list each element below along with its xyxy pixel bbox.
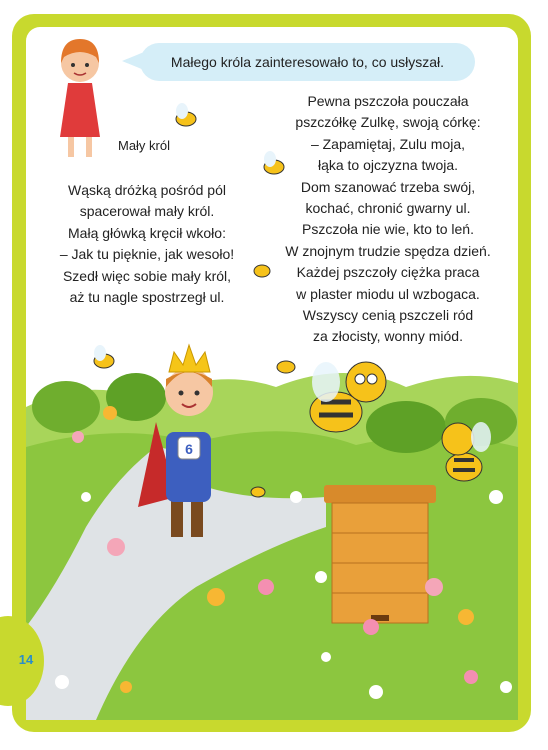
flying-bee: [254, 265, 270, 277]
poem-line: w plaster miodu ul wzbogaca.: [296, 285, 480, 302]
poem-line: Wszyscy cenią pszczeli ród: [302, 307, 474, 324]
speech-bubble: Małego króla zainteresowało to, co usłyszał.: [140, 43, 475, 81]
poem-line: za złocisty, wonny miód.: [313, 328, 463, 345]
poem-line: Każdej pszczoły ciężka praca: [296, 264, 480, 281]
flying-bee: [277, 361, 295, 373]
page-number: 14: [18, 652, 34, 667]
poem-line: kochać, chronić gwarny ul.: [305, 200, 471, 217]
character-caption: Mały król: [117, 138, 170, 153]
poem-line: Dom szanować trzeba swój,: [300, 178, 476, 195]
poem-line: łąka to ojczyzna twoja.: [317, 157, 459, 174]
poem-line: Małą główką kręcił wkoło:: [68, 224, 226, 241]
flying-bee: [94, 345, 114, 368]
poem-line: – Jak tu pięknie, jak wesoło!: [59, 246, 235, 263]
flying-bee: [251, 487, 265, 497]
girl-figure: [60, 39, 100, 157]
poem-line: Wąską dróżką pośród pól: [68, 182, 226, 198]
poem-line: aż tu nagle spostrzegł ul.: [69, 289, 225, 306]
tree: [32, 381, 100, 433]
poem-line: pszczółkę Zulkę, swoją córkę:: [295, 114, 481, 131]
poem-left: [38, 180, 256, 308]
poem-line: – Zapamiętaj, Zulu moja,: [310, 135, 466, 152]
poem-line: Szedł więc sobie mały król,: [62, 267, 232, 284]
poem-line: Pewna pszczoła pouczała: [307, 93, 469, 109]
poem-right: [272, 91, 504, 348]
flying-bee: [176, 103, 196, 126]
poem-line: spacerował mały król.: [79, 203, 215, 220]
badge-digit: 6: [185, 441, 193, 457]
beehive: [324, 485, 436, 623]
tree: [366, 401, 446, 453]
poem-line: W znojnym trudzie spędza dzień.: [285, 242, 491, 259]
poem-line: Pszczoła nie wie, kto to leń.: [302, 221, 474, 238]
